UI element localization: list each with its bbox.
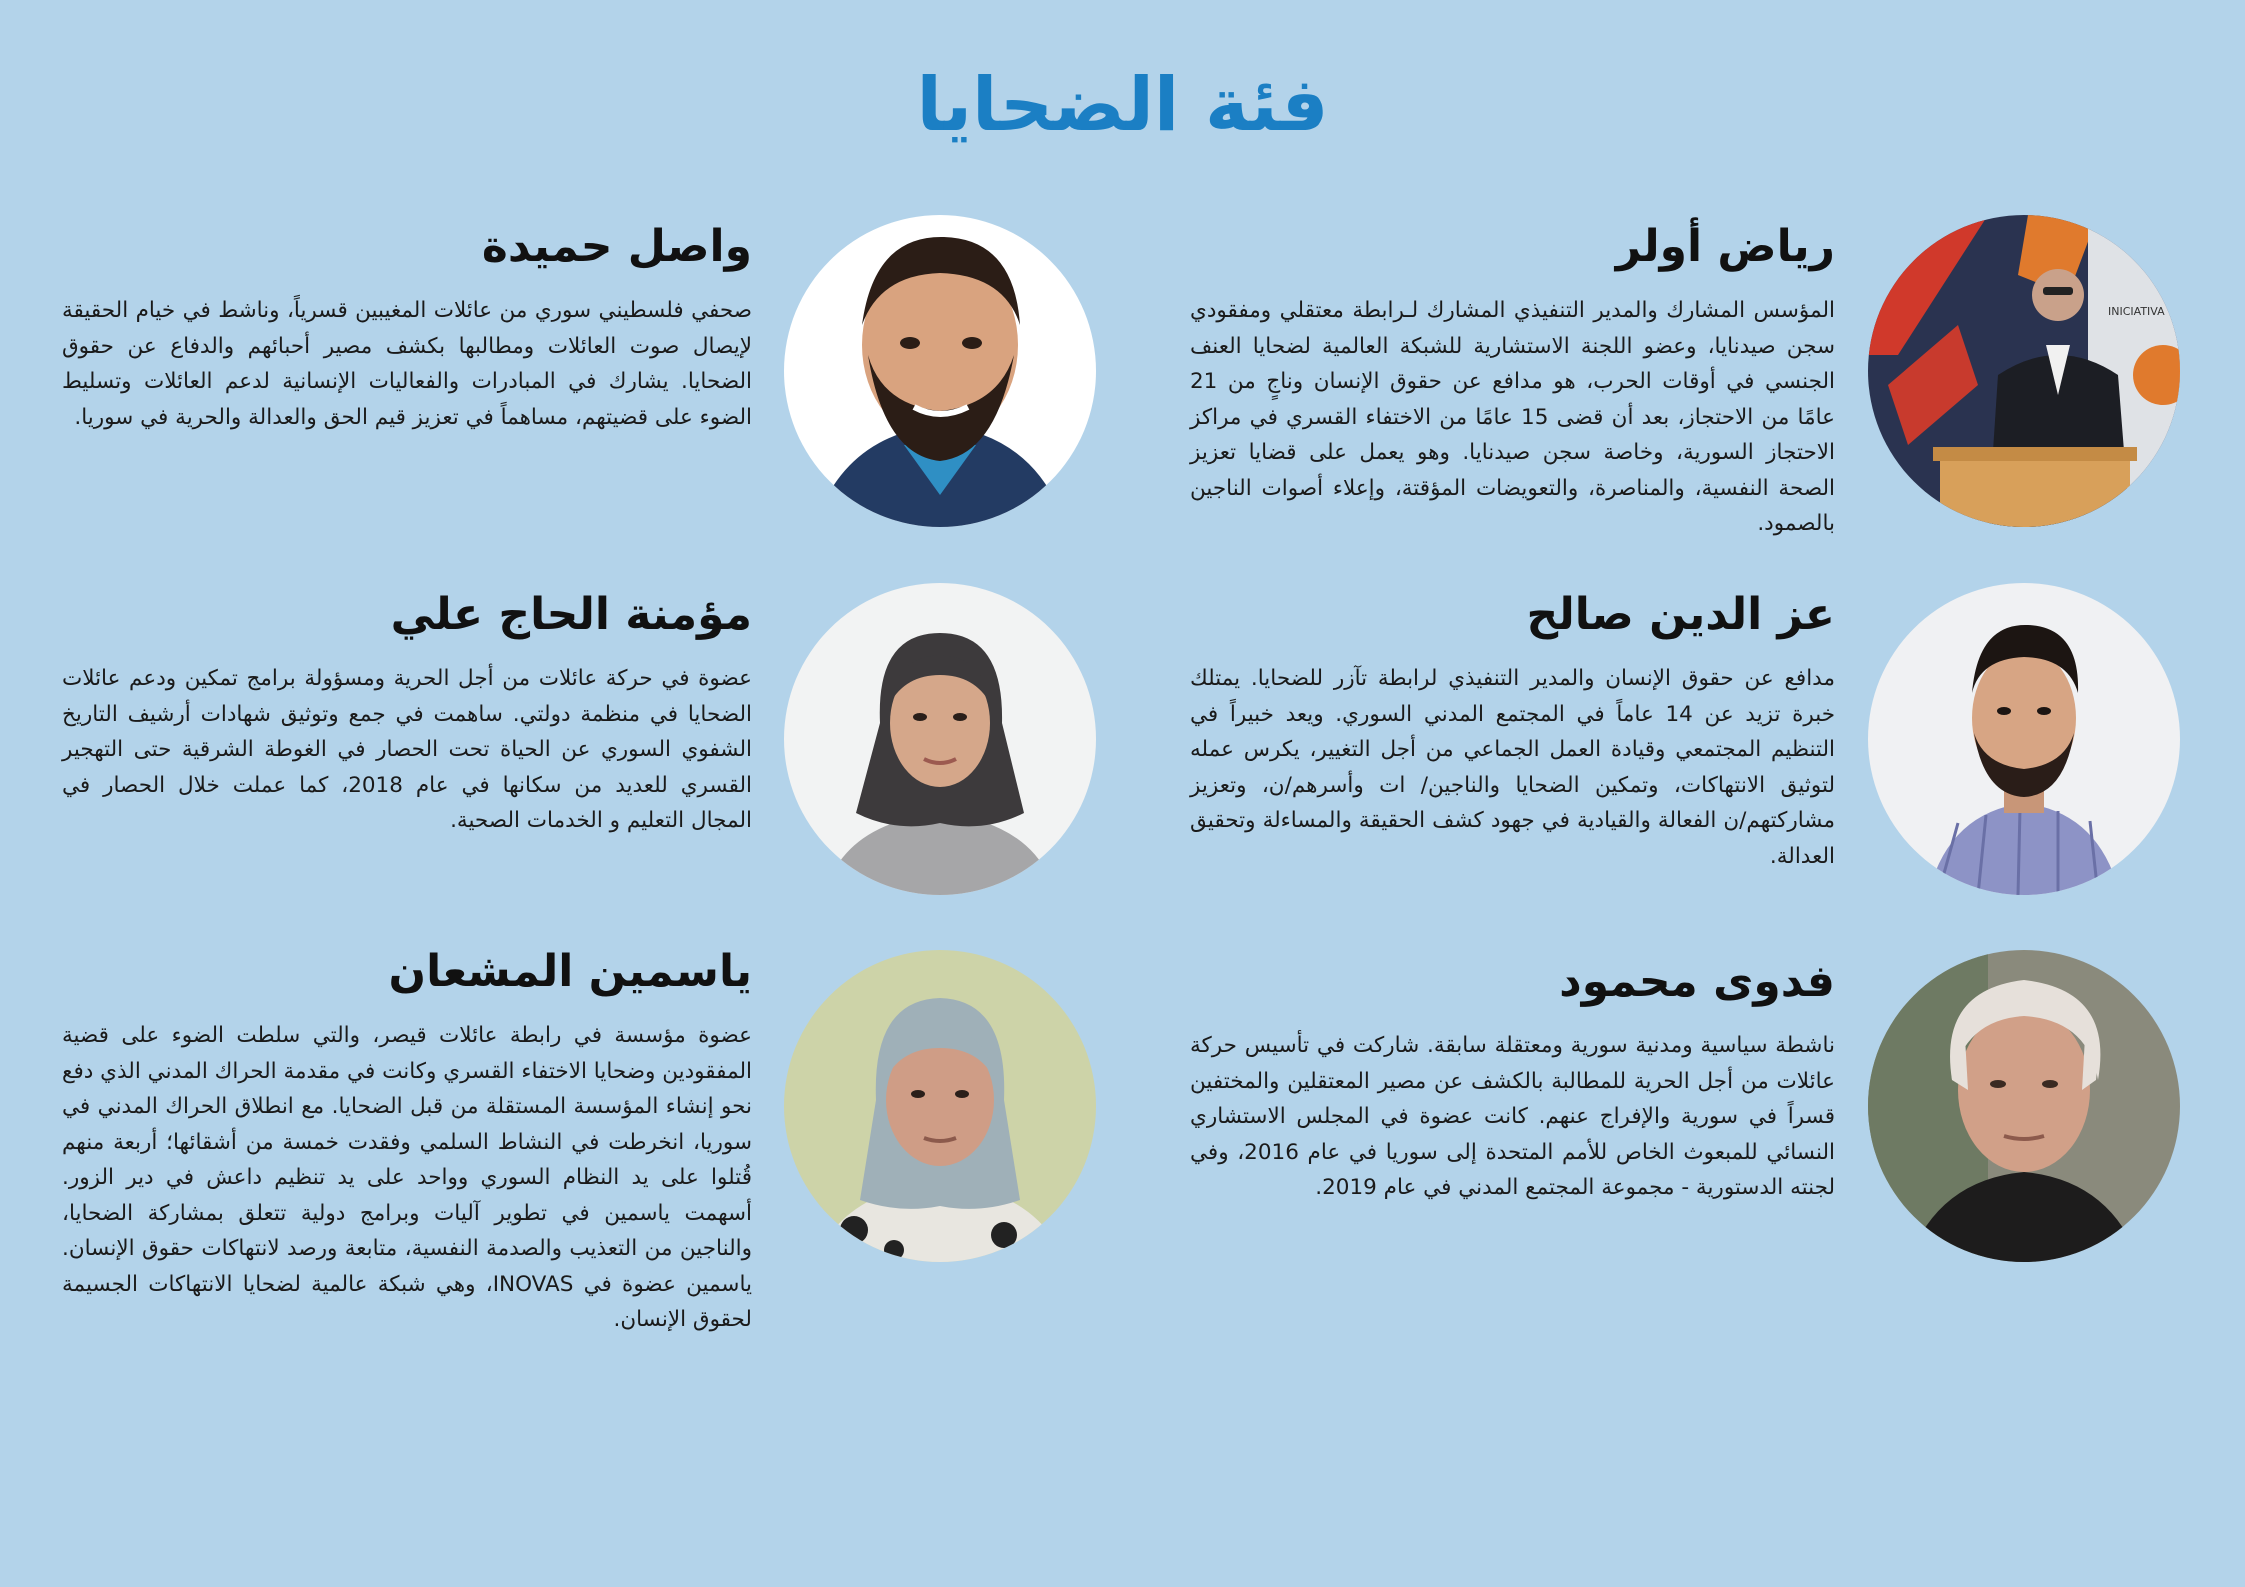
person-photo xyxy=(1868,950,2180,1262)
person-name: رياض أولر xyxy=(1615,221,1835,272)
backdrop-sign: INICIATIVA xyxy=(2108,305,2165,318)
portrait-woman-grey-hijab-icon xyxy=(784,950,1096,1262)
person-bio: عضوة في حركة عائلات من أجل الحرية ومسؤولة برامج تمكين ودعم عائلات الضحايا في منظمة دولتي. ساهمت في جمع وتوثيق شهادات أرشيف التاريخ الشفوي السوري عن الحياة تحت الحصار في الغوطة الشرقية حتى التهجير القسري للعديد من سكانها في عام 2018، كما عملت خلال الحصار في المجال التعليم و الخدمات الصحية. xyxy=(62,666,753,833)
person-card xyxy=(1190,215,2180,545)
portrait-speaker-at-podium-icon xyxy=(1868,215,2180,527)
portrait-bearded-man-icon xyxy=(784,215,1096,527)
person-bio: مدافع عن حقوق الإنسان والمدير التنفيذي لرابطة تآزر للضحايا. يمتلك خبرة تزيد عن 14 عاماً في المجتمع المدني السوري. ويعد خبيراً في التنظيم المجتمعي وقيادة العمل الجماعي من أجل التغيير، يكرس عمله لتوثيق الانتهاكات، وتمكين الضحايا والناجين/ ات وأسرهم/ن، وتعزيز مشاركتهم/ن الفعالة والقيادية في جهود كشف الحقيقة والمساءلة وتحقيق العدالة. xyxy=(1190,666,1835,869)
person-card xyxy=(1190,583,2180,913)
person-card xyxy=(1190,950,2180,1280)
person-card xyxy=(62,940,1102,1390)
person-photo xyxy=(784,950,1096,1262)
person-bio: صحفي فلسطيني سوري من عائلات المغيبين قسرياً، وناشط في خيام الحقيقة لإيصال صوت العائلات ومطالبها بكشف مصير أحبائهم والدفاع عن حقوق الضحايا. يشارك في المبادرات والفعاليات الإنسانية لدعم العائلات وتسليط الضوء على قضيتهم، مساهماً في تعزيز قيم الحق والعدالة والحرية في سوريا. xyxy=(62,298,752,430)
page-title: فئة الضحايا xyxy=(916,62,1329,148)
person-name: مؤمنة الحاج علي xyxy=(390,589,752,640)
person-name: فدوى محمود xyxy=(1559,956,1835,1007)
portrait-elderly-woman-icon xyxy=(1868,950,2180,1262)
person-photo xyxy=(1868,215,2180,527)
person-card xyxy=(62,215,1102,545)
person-name: ياسمين المشعان xyxy=(388,946,752,997)
person-photo xyxy=(784,583,1096,895)
person-bio: ناشطة سياسية ومدنية سورية ومعتقلة سابقة. شاركت في تأسيس حركة عائلات من أجل الحرية للمطالبة بالكشف عن مصير المعتقلين والمختفين قسراً في سورية والإفراج عنهم. كانت عضوة في المجلس الاستشاري النسائي للمبعوث الخاص للأمم المتحدة إلى سوريا في عام 2016، وفي لجنته الدستورية - مجموعة المجتمع المدني في عام 2019. xyxy=(1190,1033,1835,1200)
person-bio: المؤسس المشارك والمدير التنفيذي المشارك لـرابطة معتقلي ومفقودي سجن صيدنايا، وعضو اللجنة الاستشارية للشبكة العالمية لضحايا العنف الجنسي في أوقات الحرب، هو مدافع عن حقوق الإنسان وناجٍ من 21 عامًا من الاحتجاز، بعد أن قضى 15 عامًا من الاختفاء القسري في مراكز الاحتجاز السورية، وخاصة سجن صيدنايا. وهو يعمل على قضايا تعزيز الصحة النفسية، والمناصرة، والتعويضات المؤقتة، وإعلاء أصوات الناجين بالصمود. xyxy=(1190,298,1835,536)
person-card xyxy=(62,583,1102,913)
portrait-woman-dark-hijab-icon xyxy=(784,583,1096,895)
person-bio: عضوة مؤسسة في رابطة عائلات قيصر، والتي سلطت الضوء على قضية المفقودين وضحايا الاختفاء القسري وكانت في مقدمة الحراك المدني الذي دفع نحو إنشاء المؤسسة المستقلة من قبل الضحايا. مع انطلاق الحراك المدني في سوريا، انخرطت في النشاط السلمي وفقدت خمسة من أشقائها؛ أربعة منهم قُتلوا على يد النظام السوري وواحد على يد تنظيم داعش في دير الزور. أسهمت ياسمين في تطوير آليات وبرامج دولية تتعلق بمشاركة الضحايا، والناجين من التعذيب والصدمة النفسية، متابعة ورصد لانتهاكات حقوق الإنسان. ياسمين عضوة في INOVAS، وهي شبكة عالمية لضحايا الانتهاكات الجسيمة لحقوق الإنسان. xyxy=(62,1023,752,1332)
portrait-young-man-icon xyxy=(1868,583,2180,895)
person-photo xyxy=(1868,583,2180,895)
person-name: واصل حميدة xyxy=(481,221,752,272)
person-name: عز الدين صالح xyxy=(1526,589,1835,640)
person-photo xyxy=(784,215,1096,527)
